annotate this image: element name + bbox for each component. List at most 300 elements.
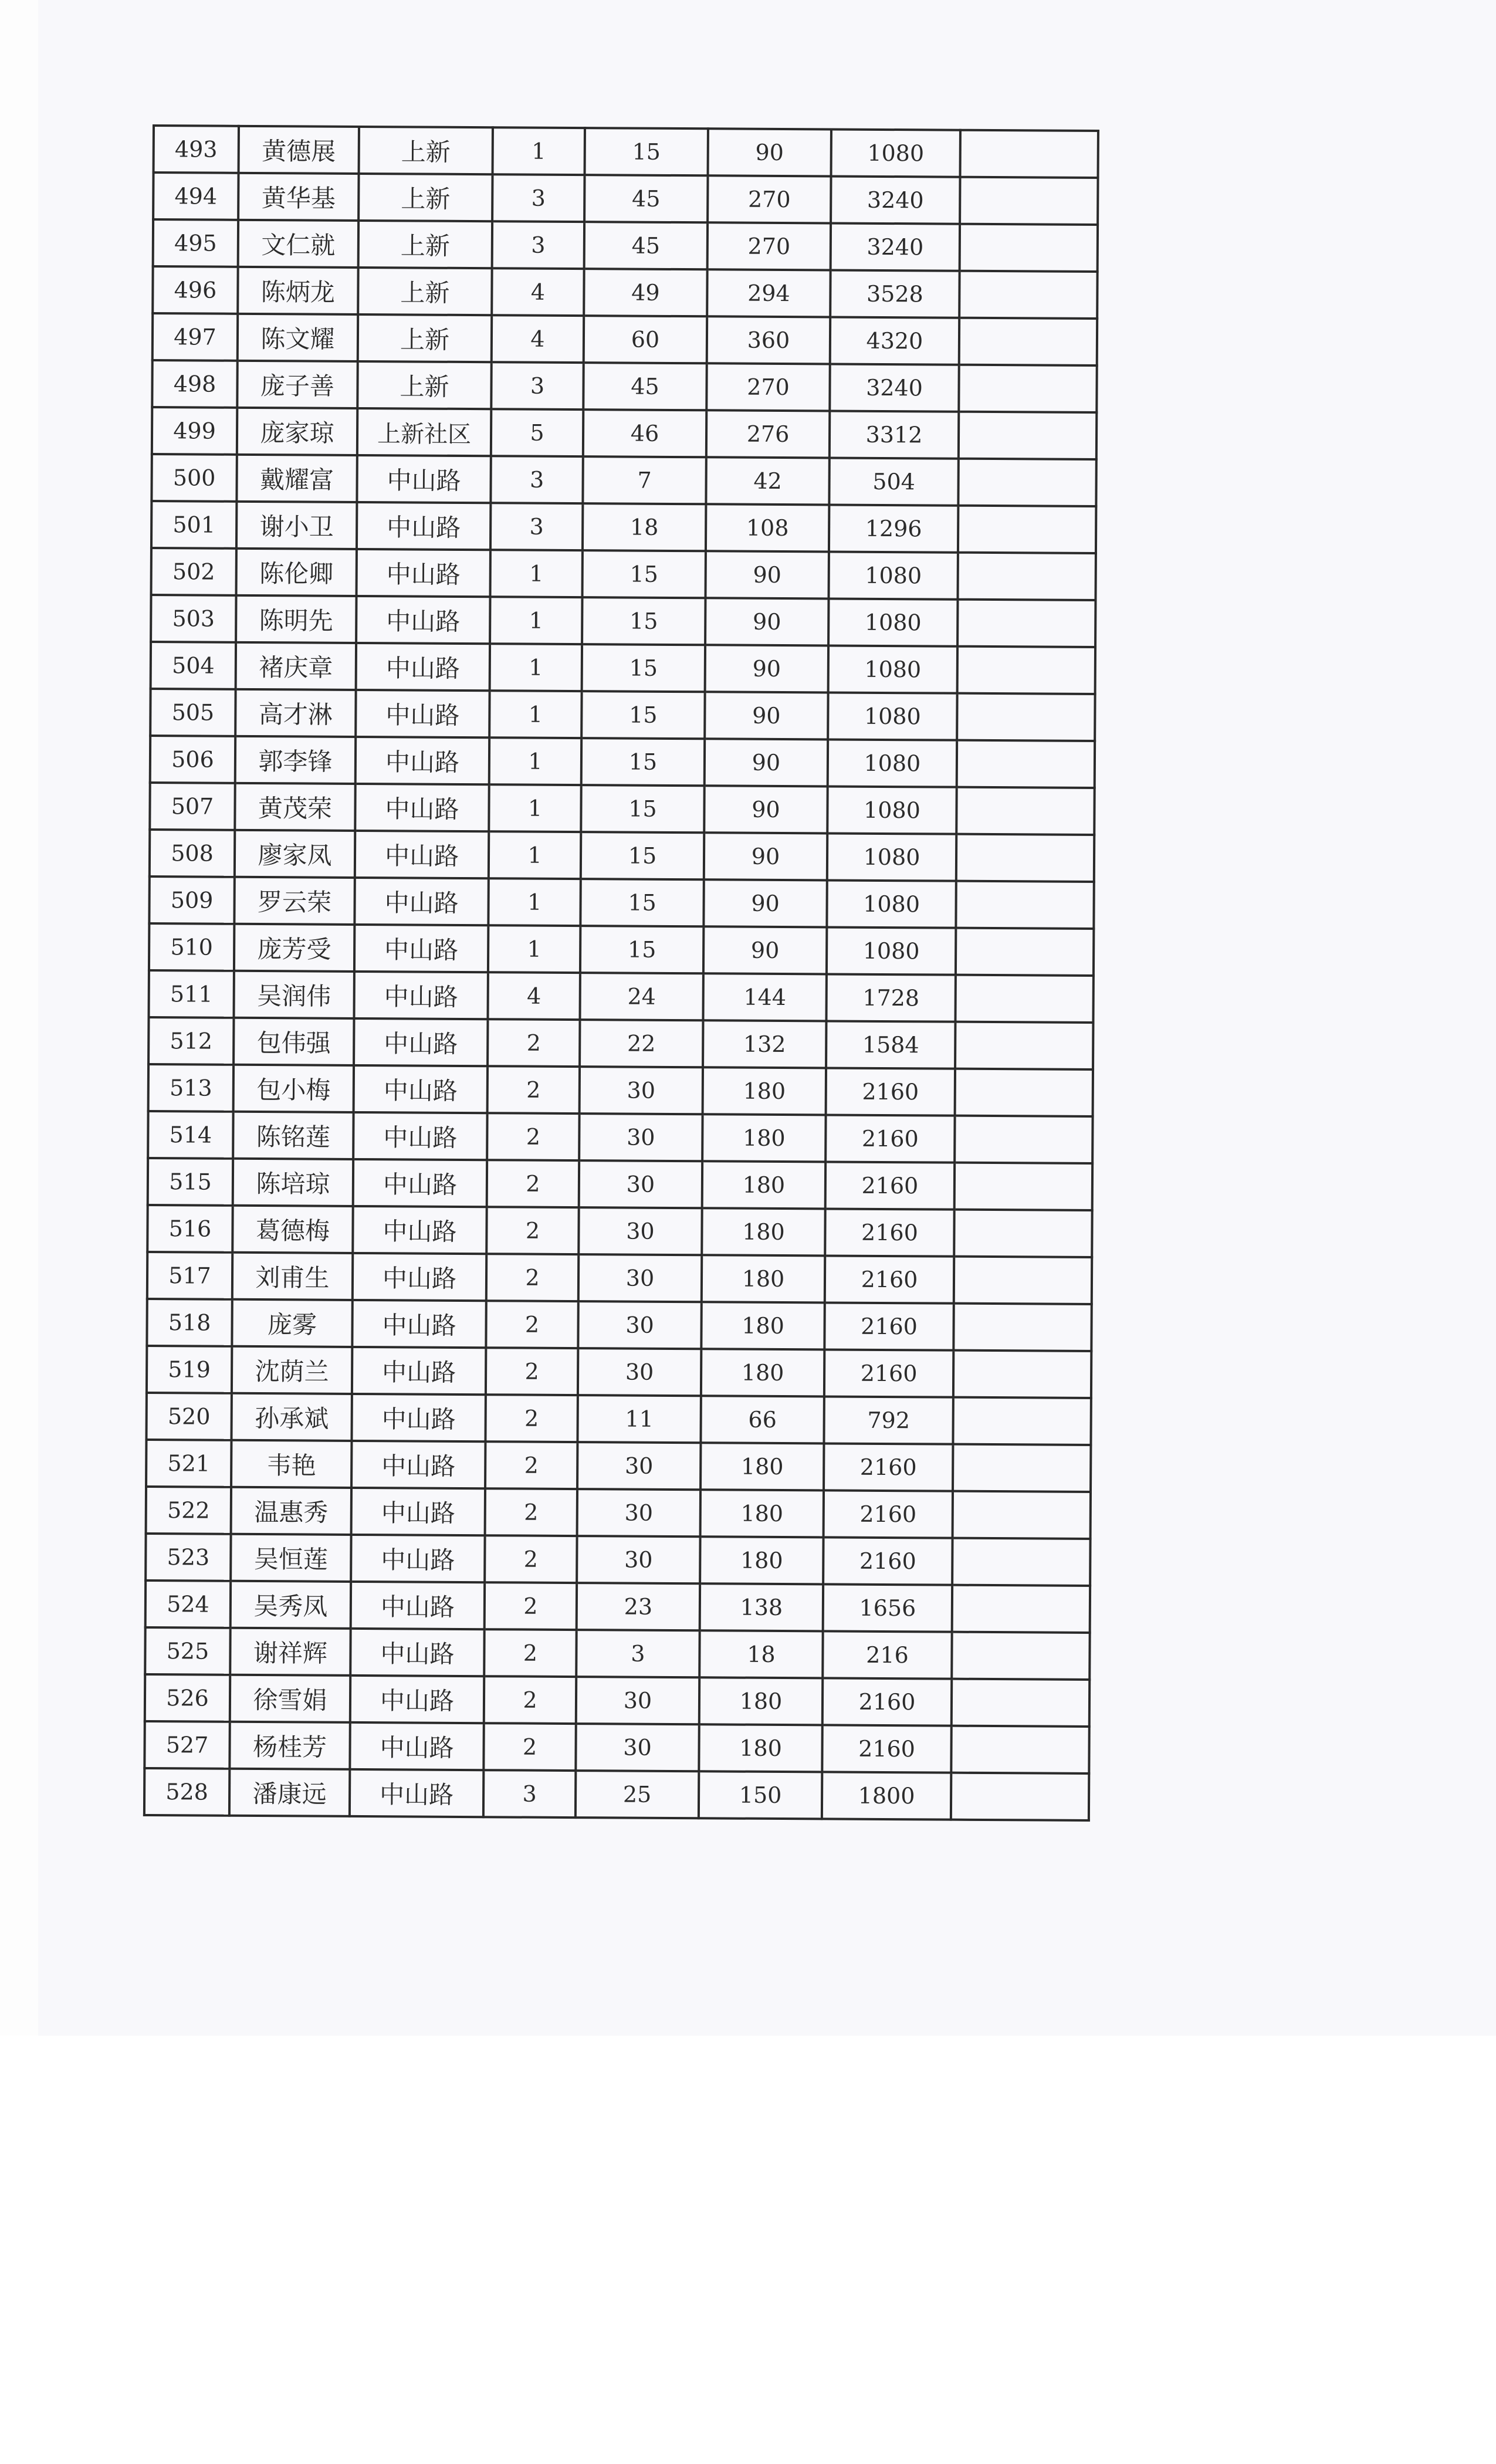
amount-cell: 2160	[825, 1209, 954, 1256]
area-cell: 中山路	[355, 784, 489, 831]
amount-cell: 1080	[827, 880, 956, 928]
value-cell: 22	[580, 1020, 703, 1067]
value-cell: 23	[577, 1583, 700, 1630]
row-number-cell: 505	[150, 689, 235, 736]
table-row	[148, 1158, 1092, 1210]
name-cell: 葛德梅	[232, 1206, 353, 1253]
remarks-cell	[953, 1444, 1091, 1492]
value-cell: 30	[577, 1536, 700, 1583]
table-row	[144, 1768, 1089, 1820]
remarks-cell	[955, 1163, 1092, 1210]
area-cell: 中山路	[353, 1206, 486, 1254]
row-number-cell: 517	[147, 1252, 232, 1299]
remarks-cell	[956, 928, 1094, 976]
table-row	[153, 172, 1098, 225]
area-cell: 中山路	[350, 1676, 484, 1723]
area-cell: 中山路	[354, 1018, 488, 1066]
table-row	[146, 1487, 1091, 1539]
amount-cell: 1800	[822, 1772, 951, 1819]
value-cell: 150	[699, 1771, 822, 1819]
remarks-cell	[959, 271, 1097, 319]
name-cell: 黄华基	[238, 173, 358, 221]
area-cell: 中山路	[356, 643, 490, 691]
value-cell: 90	[703, 926, 827, 974]
count-cell: 3	[490, 456, 583, 503]
value-cell: 270	[706, 363, 830, 411]
area-cell: 上新	[358, 314, 492, 362]
area-cell: 中山路	[351, 1394, 485, 1441]
count-cell: 3	[490, 503, 583, 550]
count-cell: 1	[489, 784, 581, 832]
count-cell: 4	[492, 268, 584, 316]
name-cell: 褚庆章	[236, 642, 356, 690]
name-cell: 黄德展	[239, 126, 359, 174]
value-cell: 180	[703, 1067, 826, 1115]
count-cell: 2	[483, 1723, 576, 1771]
name-cell: 罗云荣	[234, 877, 354, 925]
table-row	[151, 454, 1096, 506]
value-cell: 30	[578, 1348, 701, 1396]
remarks-cell	[960, 130, 1098, 178]
remarks-cell	[953, 1491, 1091, 1539]
table-row	[151, 642, 1095, 694]
data-table	[143, 124, 1099, 1822]
name-cell: 陈明先	[236, 595, 356, 643]
area-cell: 中山路	[355, 831, 489, 878]
value-cell: 15	[581, 785, 704, 832]
remarks-cell	[952, 1679, 1089, 1727]
table-row	[150, 736, 1095, 788]
remarks-cell	[952, 1538, 1090, 1586]
table-row	[153, 266, 1097, 319]
value-cell: 15	[583, 550, 706, 598]
area-cell: 中山路	[356, 690, 489, 737]
remarks-cell	[957, 647, 1095, 694]
count-cell: 1	[489, 691, 581, 738]
area-cell: 中山路	[356, 596, 490, 644]
name-cell: 陈炳龙	[238, 267, 358, 314]
row-number-cell: 518	[147, 1299, 232, 1346]
row-number-cell: 521	[146, 1440, 231, 1487]
area-cell: 中山路	[350, 1722, 483, 1770]
remarks-cell	[951, 1773, 1089, 1820]
name-cell: 吴润伟	[233, 971, 354, 1018]
value-cell: 15	[582, 644, 705, 692]
table-row	[153, 219, 1098, 272]
table-row	[148, 1017, 1093, 1069]
area-cell: 上新	[359, 127, 493, 174]
remarks-cell	[957, 553, 1095, 600]
count-cell: 1	[490, 550, 583, 597]
value-cell: 30	[580, 1067, 703, 1114]
table-row	[153, 313, 1097, 365]
value-cell: 49	[584, 269, 707, 316]
area-cell: 中山路	[351, 1488, 485, 1535]
table-row	[145, 1674, 1089, 1727]
table-row	[145, 1580, 1090, 1633]
count-cell: 3	[491, 362, 583, 409]
remarks-cell	[956, 881, 1094, 929]
area-cell: 中山路	[353, 1159, 487, 1207]
row-number-cell: 510	[149, 923, 234, 971]
amount-cell: 2160	[823, 1537, 952, 1585]
value-cell: 25	[576, 1771, 699, 1818]
amount-cell: 1656	[823, 1584, 952, 1632]
row-number-cell: 514	[148, 1111, 233, 1159]
area-cell: 上新	[357, 361, 491, 409]
remarks-cell	[956, 834, 1094, 882]
row-number-cell: 494	[153, 172, 238, 220]
amount-cell: 1080	[827, 833, 956, 881]
row-number-cell: 516	[147, 1205, 232, 1253]
row-number-cell: 523	[145, 1534, 231, 1581]
amount-cell: 4320	[830, 317, 959, 364]
count-cell: 2	[486, 1301, 578, 1348]
area-cell: 中山路	[352, 1347, 486, 1395]
count-cell: 2	[486, 1254, 578, 1301]
amount-cell: 1728	[826, 974, 955, 1021]
remarks-cell	[958, 506, 1096, 553]
remarks-cell	[952, 1585, 1090, 1633]
area-cell: 中山路	[351, 1441, 485, 1488]
row-number-cell: 495	[153, 219, 238, 267]
area-cell: 中山路	[354, 878, 488, 925]
remarks-cell	[960, 224, 1098, 272]
value-cell: 24	[580, 973, 703, 1020]
amount-cell: 2160	[825, 1115, 955, 1162]
amount-cell: 1080	[828, 645, 957, 693]
row-number-cell: 525	[145, 1627, 230, 1675]
remarks-cell	[957, 600, 1095, 647]
row-number-cell: 498	[152, 360, 237, 408]
row-number-cell: 511	[148, 970, 233, 1018]
value-cell: 18	[699, 1630, 823, 1678]
table-row	[151, 548, 1096, 600]
count-cell: 2	[488, 1019, 580, 1067]
amount-cell: 1296	[829, 505, 958, 552]
count-cell: 2	[485, 1535, 577, 1583]
name-cell: 高才淋	[235, 689, 356, 737]
table-row	[148, 970, 1093, 1023]
remarks-cell	[959, 318, 1097, 365]
amount-cell: 504	[829, 458, 958, 505]
table-row	[145, 1534, 1090, 1586]
name-cell: 廖家凤	[235, 830, 355, 878]
name-cell: 沈荫兰	[232, 1346, 352, 1394]
count-cell: 1	[488, 925, 580, 973]
name-cell: 陈文耀	[238, 314, 358, 361]
amount-cell: 1080	[827, 927, 956, 974]
area-cell: 中山路	[357, 455, 490, 503]
count-cell: 1	[490, 644, 582, 691]
table-row	[150, 783, 1094, 835]
row-number-cell: 528	[144, 1768, 229, 1816]
row-number-cell: 527	[144, 1721, 229, 1769]
name-cell: 庞家琼	[237, 408, 357, 455]
count-cell: 1	[489, 831, 581, 879]
count-cell: 2	[487, 1113, 579, 1160]
value-cell: 180	[700, 1536, 823, 1584]
amount-cell: 1584	[826, 1021, 955, 1068]
row-number-cell: 508	[150, 830, 235, 877]
value-cell: 45	[583, 363, 706, 410]
remarks-cell	[955, 1069, 1093, 1116]
name-cell: 戴耀富	[236, 455, 357, 502]
row-number-cell: 499	[152, 407, 237, 455]
row-number-cell: 522	[146, 1487, 231, 1534]
row-number-cell: 520	[146, 1393, 231, 1440]
amount-cell: 3240	[830, 364, 959, 411]
area-cell: 中山路	[357, 502, 490, 550]
count-cell: 2	[487, 1160, 579, 1207]
row-number-cell: 526	[145, 1674, 230, 1722]
area-cell: 中山路	[356, 737, 489, 784]
value-cell: 90	[705, 598, 828, 645]
remarks-cell	[956, 787, 1094, 835]
row-number-cell: 506	[150, 736, 235, 783]
value-cell: 60	[584, 316, 707, 363]
area-cell: 中山路	[350, 1769, 483, 1817]
count-cell: 1	[490, 597, 582, 644]
name-cell: 杨桂芳	[229, 1722, 350, 1769]
count-cell: 2	[486, 1348, 578, 1395]
value-cell: 90	[706, 551, 829, 598]
name-cell: 谢小卫	[236, 502, 357, 549]
count-cell: 2	[484, 1629, 576, 1677]
value-cell: 42	[706, 457, 829, 505]
value-cell: 180	[702, 1161, 825, 1209]
row-number-cell: 496	[153, 266, 238, 314]
table-row	[147, 1346, 1091, 1398]
row-number-cell: 502	[151, 548, 236, 595]
name-cell: 陈伦卿	[236, 549, 357, 596]
count-cell: 3	[492, 221, 584, 269]
amount-cell: 2160	[824, 1490, 953, 1538]
row-number-cell: 497	[153, 313, 238, 361]
value-cell: 138	[700, 1583, 823, 1631]
value-cell: 30	[576, 1677, 699, 1724]
name-cell: 潘康远	[229, 1769, 350, 1816]
value-cell: 30	[579, 1160, 702, 1208]
name-cell: 庞芳受	[234, 924, 354, 972]
value-cell: 15	[580, 879, 703, 926]
remarks-cell	[957, 740, 1095, 788]
value-cell: 18	[583, 503, 706, 551]
name-cell: 刘甫生	[232, 1253, 353, 1300]
value-cell: 180	[699, 1677, 823, 1725]
name-cell: 郭李锋	[235, 736, 356, 784]
table-row	[144, 1721, 1089, 1773]
count-cell: 5	[491, 409, 583, 456]
name-cell: 韦艳	[231, 1440, 351, 1488]
amount-cell: 792	[824, 1396, 953, 1444]
amount-cell: 216	[823, 1631, 952, 1678]
remarks-cell	[954, 1210, 1092, 1257]
remarks-cell	[957, 693, 1095, 741]
value-cell: 360	[707, 316, 830, 364]
value-cell: 180	[701, 1302, 824, 1349]
name-cell: 包小梅	[233, 1065, 354, 1112]
value-cell: 180	[702, 1255, 825, 1302]
value-cell: 90	[704, 786, 827, 833]
area-cell: 上新	[358, 174, 492, 221]
value-cell: 15	[580, 926, 703, 973]
table-row	[152, 360, 1096, 412]
amount-cell: 3528	[830, 270, 959, 317]
row-number-cell: 493	[154, 126, 239, 173]
amount-cell: 3240	[831, 176, 960, 224]
value-cell: 294	[707, 269, 830, 317]
remarks-cell	[953, 1304, 1091, 1351]
amount-cell: 1080	[831, 129, 960, 177]
count-cell: 2	[484, 1676, 576, 1724]
area-cell: 中山路	[351, 1535, 485, 1582]
remarks-cell	[954, 1257, 1092, 1304]
area-cell: 中山路	[354, 925, 488, 972]
value-cell: 90	[705, 645, 828, 692]
value-cell: 45	[584, 222, 708, 269]
remarks-cell	[955, 1022, 1093, 1069]
name-cell: 吴秀凤	[231, 1581, 351, 1629]
value-cell: 30	[577, 1489, 700, 1536]
row-number-cell: 519	[147, 1346, 232, 1393]
row-number-cell: 507	[150, 783, 235, 830]
area-cell: 中山路	[354, 1065, 488, 1113]
value-cell: 30	[576, 1724, 699, 1771]
table-row	[151, 501, 1096, 553]
table-row	[145, 1627, 1089, 1680]
area-cell: 中山路	[353, 1253, 486, 1301]
row-number-cell: 504	[151, 642, 236, 689]
remarks-cell	[955, 975, 1093, 1023]
remarks-cell	[959, 412, 1096, 459]
remarks-cell	[953, 1397, 1091, 1445]
table-row	[149, 923, 1094, 976]
count-cell: 1	[489, 737, 581, 785]
value-cell: 15	[581, 738, 705, 786]
value-cell: 276	[706, 410, 830, 458]
value-cell: 108	[706, 504, 829, 551]
name-cell: 庞子善	[237, 361, 357, 408]
value-cell: 180	[701, 1349, 824, 1396]
value-cell: 46	[583, 409, 706, 457]
value-cell: 15	[582, 597, 705, 645]
table-row	[154, 126, 1098, 178]
table-row	[147, 1252, 1092, 1304]
remarks-cell	[955, 1116, 1092, 1163]
name-cell: 庞雾	[232, 1299, 352, 1347]
value-cell: 90	[705, 739, 828, 786]
table-row	[148, 1111, 1092, 1163]
value-cell: 7	[583, 456, 706, 504]
value-cell: 270	[708, 222, 831, 270]
table-row	[148, 1064, 1093, 1116]
name-cell: 温惠秀	[231, 1487, 351, 1535]
value-cell: 180	[699, 1724, 822, 1772]
remarks-cell	[960, 177, 1098, 225]
value-cell: 180	[700, 1490, 824, 1537]
count-cell: 2	[486, 1207, 578, 1254]
remarks-cell	[958, 459, 1096, 506]
value-cell: 90	[703, 879, 827, 927]
amount-cell: 2160	[825, 1162, 955, 1209]
remarks-cell	[951, 1726, 1089, 1773]
count-cell: 3	[483, 1770, 576, 1817]
area-cell: 中山路	[357, 549, 490, 597]
value-cell: 11	[577, 1395, 700, 1443]
count-cell: 4	[488, 972, 580, 1020]
value-cell: 15	[581, 691, 705, 739]
count-cell: 2	[485, 1488, 577, 1536]
amount-cell: 2160	[824, 1349, 953, 1397]
scan-margin	[0, 0, 38, 2036]
row-number-cell: 513	[148, 1064, 233, 1112]
remarks-cell	[953, 1351, 1091, 1398]
value-cell: 30	[578, 1301, 701, 1349]
value-cell: 180	[702, 1208, 825, 1255]
amount-cell: 1080	[829, 551, 958, 599]
row-number-cell: 501	[151, 501, 236, 549]
value-cell: 66	[700, 1396, 824, 1443]
amount-cell: 2160	[824, 1443, 953, 1491]
row-number-cell: 500	[151, 454, 236, 502]
area-cell: 中山路	[350, 1629, 484, 1676]
name-cell: 孙承斌	[231, 1393, 351, 1441]
area-cell: 上新社区	[357, 408, 491, 456]
value-cell: 30	[578, 1254, 702, 1302]
table-row	[150, 689, 1095, 741]
amount-cell: 3312	[830, 411, 959, 458]
value-cell: 45	[584, 175, 708, 222]
value-cell: 180	[700, 1443, 824, 1490]
value-cell: 132	[703, 1020, 826, 1068]
table-row	[146, 1393, 1091, 1445]
remarks-cell	[952, 1632, 1089, 1680]
table-row	[147, 1299, 1091, 1351]
name-cell: 谢祥辉	[230, 1628, 350, 1676]
amount-cell: 2160	[823, 1678, 952, 1725]
value-cell: 90	[704, 832, 827, 880]
count-cell: 2	[485, 1441, 577, 1489]
table-row	[150, 830, 1094, 882]
table-row	[149, 876, 1094, 929]
amount-cell: 2160	[824, 1302, 953, 1350]
table-row	[147, 1205, 1092, 1257]
name-cell: 吴恒莲	[231, 1534, 351, 1582]
area-cell: 中山路	[353, 1112, 487, 1160]
name-cell: 包伟强	[233, 1018, 354, 1065]
row-number-cell: 512	[148, 1017, 233, 1065]
count-cell: 2	[485, 1582, 577, 1630]
row-number-cell: 524	[145, 1580, 231, 1628]
area-cell: 中山路	[354, 972, 488, 1019]
name-cell: 徐雪娟	[230, 1675, 350, 1722]
name-cell: 文仁就	[238, 220, 358, 268]
amount-cell: 3240	[831, 223, 960, 270]
value-cell: 270	[708, 175, 831, 223]
table-row	[152, 407, 1096, 459]
count-cell: 1	[488, 878, 580, 926]
count-cell: 2	[488, 1066, 580, 1113]
name-cell: 陈铭莲	[233, 1112, 353, 1159]
row-number-cell: 515	[148, 1158, 233, 1206]
count-cell: 3	[492, 174, 584, 222]
value-cell: 30	[577, 1442, 700, 1490]
value-cell: 180	[702, 1114, 825, 1162]
row-number-cell: 503	[151, 595, 236, 642]
count-cell: 2	[485, 1395, 577, 1442]
area-cell: 中山路	[351, 1582, 485, 1629]
